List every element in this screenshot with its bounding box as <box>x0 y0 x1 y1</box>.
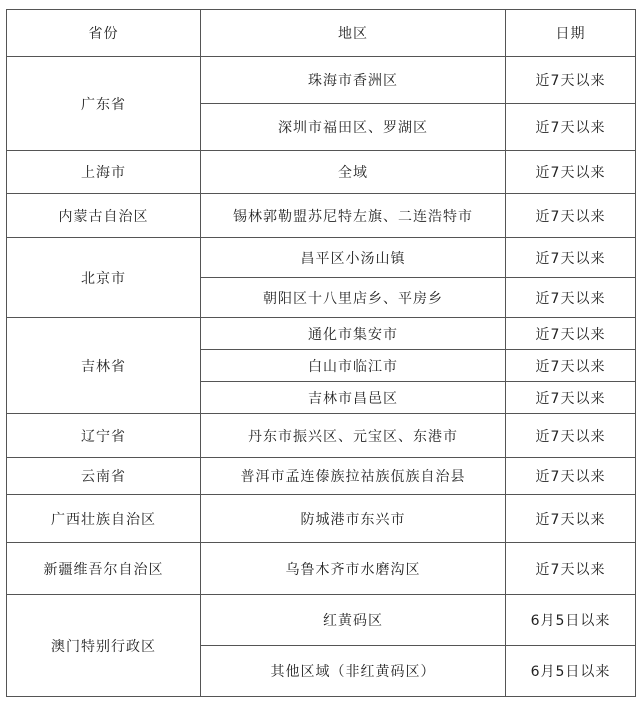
province-cell: 吉林省 <box>7 318 201 414</box>
date-cell: 近7天以来 <box>506 278 636 318</box>
province-cell: 辽宁省 <box>7 414 201 458</box>
date-cell: 近7天以来 <box>506 495 636 543</box>
date-cell: 近7天以来 <box>506 194 636 238</box>
region-cell: 普洱市孟连傣族拉祜族佤族自治县 <box>201 458 506 495</box>
province-cell: 澳门特别行政区 <box>7 595 201 697</box>
table-row <box>7 595 636 646</box>
table-row <box>7 495 636 543</box>
date-cell: 近7天以来 <box>506 151 636 194</box>
table-row <box>7 151 636 194</box>
date-cell: 近7天以来 <box>506 382 636 414</box>
region-cell: 锡林郭勒盟苏尼特左旗、二连浩特市 <box>201 194 506 238</box>
header-row <box>7 10 636 57</box>
province-cell: 北京市 <box>7 238 201 318</box>
date-cell: 近7天以来 <box>506 238 636 278</box>
region-cell: 珠海市香洲区 <box>201 57 506 104</box>
header-region: 地区 <box>201 10 506 57</box>
region-cell: 防城港市东兴市 <box>201 495 506 543</box>
header-province: 省份 <box>7 10 201 57</box>
region-cell: 吉林市昌邑区 <box>201 382 506 414</box>
table-row <box>7 318 636 350</box>
region-table <box>6 9 636 697</box>
table-row <box>7 543 636 595</box>
table-row <box>7 414 636 458</box>
table-row <box>7 194 636 238</box>
province-cell: 广西壮族自治区 <box>7 495 201 543</box>
region-cell: 全域 <box>201 151 506 194</box>
date-cell: 6月5日以来 <box>506 595 636 646</box>
province-cell: 新疆维吾尔自治区 <box>7 543 201 595</box>
date-cell: 近7天以来 <box>506 350 636 382</box>
region-cell: 红黄码区 <box>201 595 506 646</box>
region-cell: 通化市集安市 <box>201 318 506 350</box>
table-row <box>7 57 636 104</box>
province-cell: 广东省 <box>7 57 201 151</box>
date-cell: 近7天以来 <box>506 543 636 595</box>
date-cell: 近7天以来 <box>506 414 636 458</box>
region-cell: 朝阳区十八里店乡、平房乡 <box>201 278 506 318</box>
table-row <box>7 458 636 495</box>
date-cell: 近7天以来 <box>506 57 636 104</box>
date-cell: 6月5日以来 <box>506 646 636 697</box>
province-cell: 上海市 <box>7 151 201 194</box>
header-date: 日期 <box>506 10 636 57</box>
region-cell: 乌鲁木齐市水磨沟区 <box>201 543 506 595</box>
province-cell: 云南省 <box>7 458 201 495</box>
region-cell: 丹东市振兴区、元宝区、东港市 <box>201 414 506 458</box>
date-cell: 近7天以来 <box>506 458 636 495</box>
date-cell: 近7天以来 <box>506 104 636 151</box>
region-cell: 白山市临江市 <box>201 350 506 382</box>
table-row <box>7 238 636 278</box>
region-cell: 深圳市福田区、罗湖区 <box>201 104 506 151</box>
region-cell: 其他区域（非红黄码区） <box>201 646 506 697</box>
region-cell: 昌平区小汤山镇 <box>201 238 506 278</box>
province-cell: 内蒙古自治区 <box>7 194 201 238</box>
date-cell: 近7天以来 <box>506 318 636 350</box>
